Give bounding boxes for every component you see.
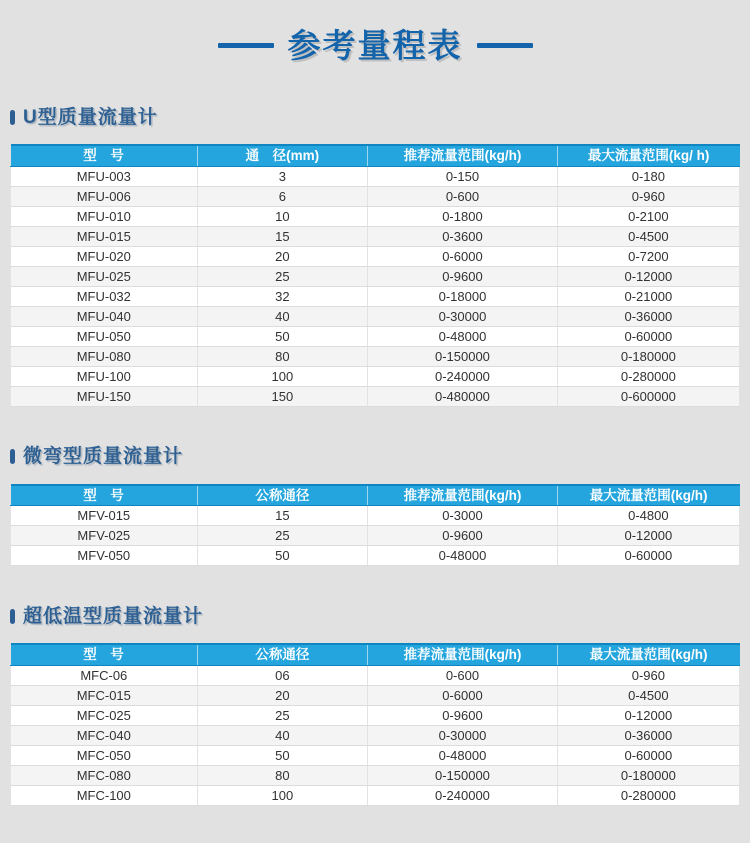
section (0, 107, 750, 407)
table-cell: 0-12000 (557, 705, 739, 725)
table-row (11, 745, 740, 765)
table-cell: 0-960 (557, 665, 739, 685)
table-row (11, 765, 740, 785)
section-bullet-icon (10, 609, 15, 624)
table-cell: 80 (197, 346, 368, 366)
table-cell: 40 (197, 306, 368, 326)
table-cell: 0-48000 (368, 745, 558, 765)
table-row (11, 306, 740, 326)
column-header: 型 号 (11, 145, 198, 166)
table-row (11, 186, 740, 206)
table-cell: 0-7200 (557, 246, 739, 266)
table-cell: 15 (197, 506, 368, 526)
table-cell: 0-9600 (368, 266, 558, 286)
table-cell: MFV-025 (11, 526, 198, 546)
column-header: 推荐流量范围(kg/h) (368, 485, 558, 506)
table-header-row (11, 145, 740, 166)
table-cell: MFC-015 (11, 685, 198, 705)
table-row (11, 506, 740, 526)
table-cell: MFU-010 (11, 206, 198, 226)
table-cell: MFC-040 (11, 725, 198, 745)
table-cell: 32 (197, 286, 368, 306)
table-cell: MFU-150 (11, 386, 198, 406)
section-heading (10, 107, 750, 127)
table-cell: 0-150000 (368, 346, 558, 366)
table-cell: 0-3600 (368, 226, 558, 246)
table-cell: MFU-032 (11, 286, 198, 306)
table-cell: 0-240000 (368, 785, 558, 805)
table-row (11, 206, 740, 226)
table-cell: 0-280000 (557, 785, 739, 805)
table-cell: 50 (197, 745, 368, 765)
column-header: 公称通径 (197, 644, 368, 665)
table-row (11, 286, 740, 306)
column-header: 最大流量范围(kg/ h) (557, 145, 739, 166)
table-row (11, 785, 740, 805)
table-header-row (11, 485, 740, 506)
section (0, 447, 750, 567)
table-cell: 0-180000 (557, 346, 739, 366)
column-header: 推荐流量范围(kg/h) (368, 145, 558, 166)
table-cell: 0-6000 (368, 685, 558, 705)
table-cell: MFC-080 (11, 765, 198, 785)
page-title-text: 参考量程表 (287, 26, 463, 64)
table-cell: 15 (197, 226, 368, 246)
table-cell: 0-600 (368, 665, 558, 685)
table-cell: MFU-050 (11, 326, 198, 346)
table-cell: MFU-025 (11, 266, 198, 286)
table-row (11, 386, 740, 406)
table-cell: 20 (197, 246, 368, 266)
column-header: 型 号 (11, 644, 198, 665)
table-cell: 0-30000 (368, 306, 558, 326)
table-cell: 25 (197, 526, 368, 546)
section-heading-label: 超低温型质量流量计 (23, 605, 204, 627)
page-title (0, 0, 750, 67)
table-cell: 150 (197, 386, 368, 406)
table-row (11, 246, 740, 266)
table-header-row (11, 644, 740, 665)
table-cell: 0-21000 (557, 286, 739, 306)
spec-table (10, 643, 740, 806)
table-cell: 0-1800 (368, 206, 558, 226)
table-cell: 6 (197, 186, 368, 206)
column-header: 最大流量范围(kg/h) (557, 485, 739, 506)
section-bullet-icon (10, 449, 15, 464)
table-cell: 0-180 (557, 166, 739, 186)
table-cell: 25 (197, 266, 368, 286)
table-cell: 100 (197, 366, 368, 386)
table-cell: 0-60000 (557, 745, 739, 765)
table-cell: 40 (197, 725, 368, 745)
table-cell: MFV-015 (11, 506, 198, 526)
table-row (11, 705, 740, 725)
table-row (11, 326, 740, 346)
section-heading-label: U型质量流量计 (23, 106, 158, 128)
table-cell: MFC-06 (11, 665, 198, 685)
table-cell: 0-12000 (557, 266, 739, 286)
table-row (11, 346, 740, 366)
table-cell: 20 (197, 685, 368, 705)
table-cell: 80 (197, 765, 368, 785)
table-cell: MFC-050 (11, 745, 198, 765)
table-cell: 0-240000 (368, 366, 558, 386)
table-cell: 0-960 (557, 186, 739, 206)
column-header: 型 号 (11, 485, 198, 506)
section-heading (10, 606, 750, 626)
table-cell: 0-280000 (557, 366, 739, 386)
table-cell: 0-4500 (557, 226, 739, 246)
table-cell: MFC-100 (11, 785, 198, 805)
table-row (11, 166, 740, 186)
table-cell: MFU-003 (11, 166, 198, 186)
table-cell: MFU-020 (11, 246, 198, 266)
table-cell: 50 (197, 326, 368, 346)
section-bullet-icon (10, 110, 15, 125)
table-cell: 0-600 (368, 186, 558, 206)
column-header: 最大流量范围(kg/h) (557, 644, 739, 665)
table-cell: 0-9600 (368, 705, 558, 725)
table-cell: 06 (197, 665, 368, 685)
table-row (11, 226, 740, 246)
table-cell: 0-480000 (368, 386, 558, 406)
table-cell: 3 (197, 166, 368, 186)
section-heading (10, 447, 750, 467)
table-row (11, 725, 740, 745)
table-row (11, 665, 740, 685)
spec-table (10, 144, 740, 407)
table-cell: MFU-080 (11, 346, 198, 366)
table-row (11, 546, 740, 566)
table-cell: 0-36000 (557, 306, 739, 326)
table-cell: MFV-050 (11, 546, 198, 566)
table-cell: 0-6000 (368, 246, 558, 266)
table-cell: 0-60000 (557, 326, 739, 346)
table-row (11, 526, 740, 546)
table-cell: 0-36000 (557, 725, 739, 745)
table-cell: 0-9600 (368, 526, 558, 546)
table-cell: 0-3000 (368, 506, 558, 526)
column-header: 公称通径 (197, 485, 368, 506)
title-dash-right-icon (477, 43, 533, 48)
table-cell: 0-18000 (368, 286, 558, 306)
section (0, 606, 750, 806)
table-cell: 50 (197, 546, 368, 566)
table-cell: 100 (197, 785, 368, 805)
column-header: 推荐流量范围(kg/h) (368, 644, 558, 665)
table-cell: MFU-015 (11, 226, 198, 246)
table-cell: 0-4500 (557, 685, 739, 705)
table-cell: 0-30000 (368, 725, 558, 745)
table-cell: 0-2100 (557, 206, 739, 226)
table-cell: MFU-006 (11, 186, 198, 206)
spec-table (10, 484, 740, 567)
table-cell: MFU-100 (11, 366, 198, 386)
table-cell: 0-12000 (557, 526, 739, 546)
table-cell: MFU-040 (11, 306, 198, 326)
table-cell: 0-150000 (368, 765, 558, 785)
section-heading-label: 微弯型质量流量计 (23, 446, 184, 467)
table-cell: MFC-025 (11, 705, 198, 725)
sections-container (0, 107, 750, 806)
column-header: 通 径(mm) (197, 145, 368, 166)
table-cell: 0-4800 (557, 506, 739, 526)
table-cell: 0-48000 (368, 326, 558, 346)
table-row (11, 685, 740, 705)
title-dash-left-icon (218, 43, 274, 48)
table-cell: 0-180000 (557, 765, 739, 785)
table-row (11, 266, 740, 286)
table-cell: 0-48000 (368, 546, 558, 566)
table-row (11, 366, 740, 386)
table-cell: 25 (197, 705, 368, 725)
table-cell: 0-60000 (557, 546, 739, 566)
table-cell: 10 (197, 206, 368, 226)
table-cell: 0-150 (368, 166, 558, 186)
table-cell: 0-600000 (557, 386, 739, 406)
